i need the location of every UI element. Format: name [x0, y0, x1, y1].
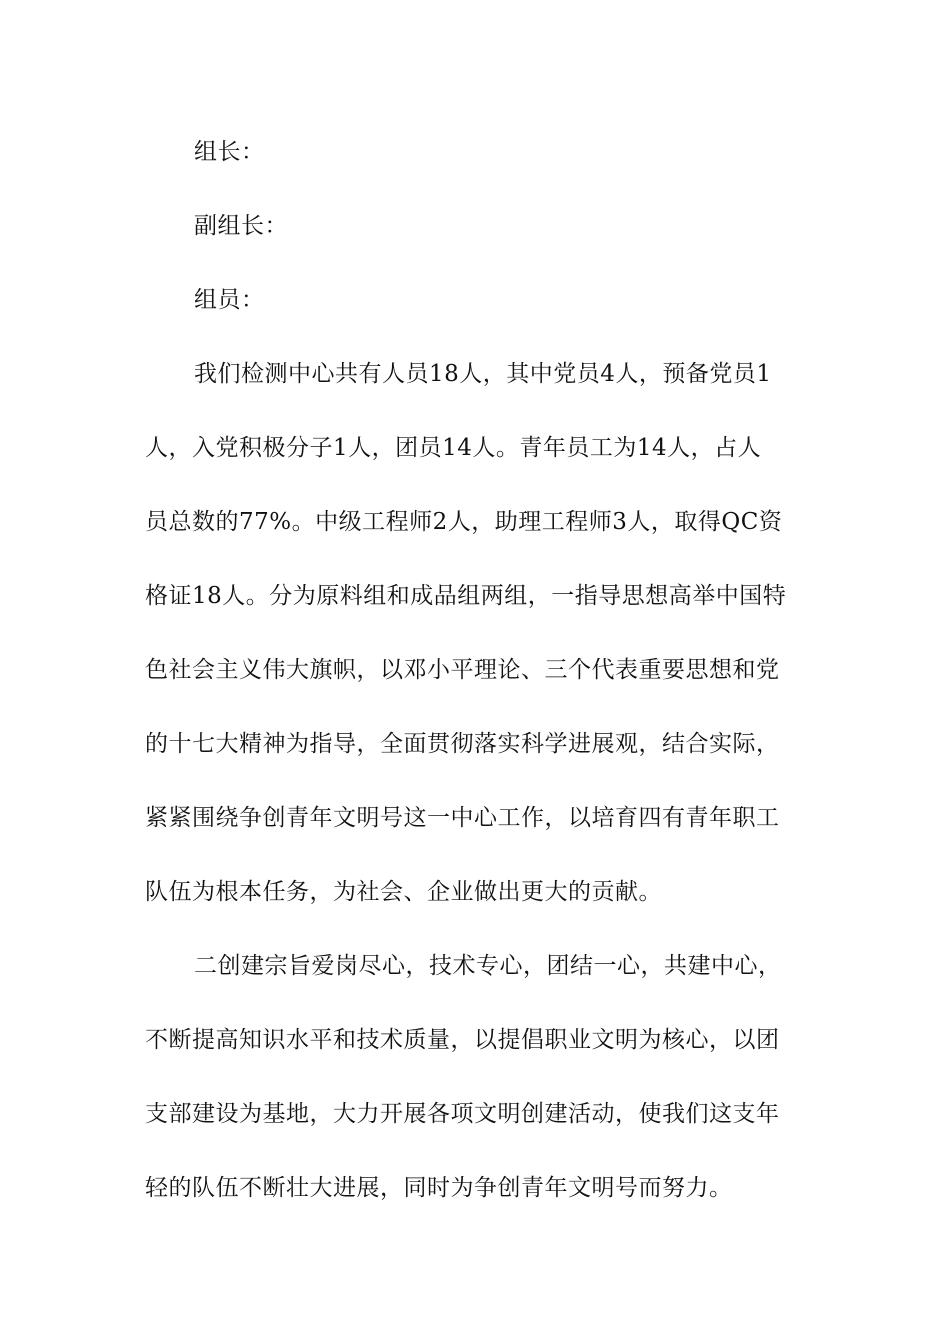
paragraph-2-line-4: 轻的队伍不断壮大进展，同时为争创青年文明号而努力。: [145, 1175, 733, 1201]
paragraph-1-line-8: 队伍为根本任务，为社会、企业做出更大的贡献。: [145, 879, 662, 905]
members-line: 组员：: [194, 287, 265, 313]
paragraph-1-line-7: 紧紧围绕争创青年文明号这一中心工作，以培育四有青年职工: [145, 805, 780, 831]
paragraph-2-line-1: 二创建宗旨爱岗尽心，技术专心，团结一心，共建中心，: [194, 953, 782, 979]
deputy-leader-line: 副组长：: [194, 213, 288, 239]
document-body: [145, 115, 805, 1225]
paragraph-1-line-2: 人，入党积极分子1人，团员14人。青年员工为14人，占人: [145, 435, 762, 461]
paragraph-1-line-1: 我们检测中心共有人员18人，其中党员4人，预备党员1: [194, 361, 772, 387]
paragraph-1-line-4: 格证18人。分为原料组和成品组两组，一指导思想高举中国特: [145, 583, 787, 609]
paragraph-2-line-3: 支部建设为基地，大力开展各项文明创建活动，使我们这支年: [145, 1101, 780, 1127]
group-leader-line: 组长：: [194, 139, 265, 165]
paragraph-1-line-5: 色社会主义伟大旗帜，以邓小平理论、三个代表重要思想和党: [145, 657, 780, 683]
paragraph-1-line-3: 员总数的77%。中级工程师2人，助理工程师3人，取得QC资: [145, 509, 783, 535]
paragraph-2-line-2: 不断提高知识水平和技术质量，以提倡职业文明为核心，以团: [145, 1027, 780, 1053]
paragraph-1-line-6: 的十七大精神为指导，全面贯彻落实科学进展观，结合实际，: [145, 731, 780, 757]
